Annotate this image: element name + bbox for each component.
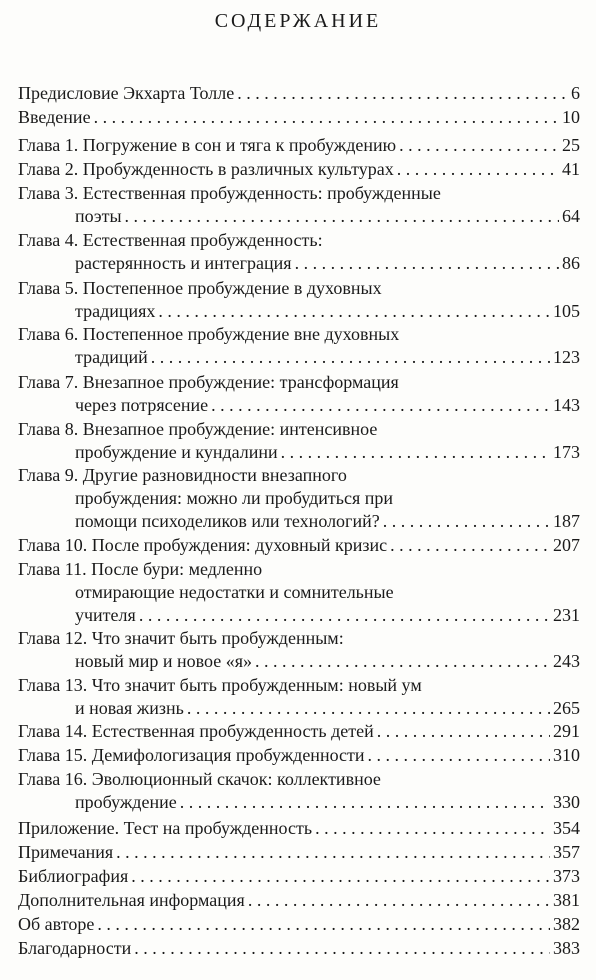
toc-entry-text: Глава 12. Что значит быть пробужденным: — [18, 628, 344, 648]
toc-entry — [18, 371, 580, 417]
toc-entry-text: Глава 3. Естественная пробужденность: пробужденные — [18, 183, 441, 203]
toc-entry-line — [18, 768, 580, 791]
toc-entry-line — [18, 346, 580, 369]
dot-leader — [134, 937, 550, 960]
toc-entry-text: растерянность и интеграция — [75, 253, 292, 273]
toc-entry-line — [18, 158, 580, 181]
dot-leader — [139, 604, 550, 627]
toc-entry-text: Приложение. Тест на пробужденность — [18, 818, 313, 838]
dot-leader — [237, 82, 568, 105]
toc-entry-line — [18, 464, 580, 487]
toc-entry — [18, 889, 580, 912]
dot-leader — [131, 865, 550, 888]
toc-page-number: 354 — [553, 818, 580, 838]
toc-entry-text: отмирающие недостатки и сомнительные — [75, 582, 394, 602]
toc-entry-line — [18, 674, 580, 697]
toc-entry-line — [18, 937, 580, 960]
toc-page-number: 383 — [553, 938, 580, 958]
dot-leader — [368, 744, 550, 767]
toc-page-number: 25 — [562, 135, 580, 155]
toc-entry — [18, 134, 580, 157]
toc-entry-line — [18, 841, 580, 864]
toc-entry-text: и новая жизнь — [75, 698, 184, 718]
dot-leader — [248, 889, 550, 912]
toc-page-number: 207 — [553, 535, 580, 555]
toc-entry-text: Глава 6. Постепенное пробуждение вне духовных — [18, 324, 400, 344]
toc-entry — [18, 720, 580, 743]
dot-leader — [399, 134, 559, 157]
toc-page-number: 291 — [553, 721, 580, 741]
toc-page-number: 187 — [553, 511, 580, 531]
toc-entry — [18, 937, 580, 960]
toc-entry-line — [18, 913, 580, 936]
toc-entry-text: пробуждения: можно ли пробудиться при — [75, 488, 393, 508]
toc-entry-line — [18, 300, 580, 323]
toc-entry — [18, 106, 580, 129]
toc-entry-line — [18, 371, 580, 394]
toc-entry-line — [18, 534, 580, 557]
toc-entry — [18, 744, 580, 767]
toc-page-number: 123 — [553, 347, 580, 367]
toc-entry-text: Глава 1. Погружение в сон и тяга к пробуждению — [18, 135, 397, 155]
toc-entry-line — [18, 581, 580, 604]
dot-leader — [397, 158, 559, 181]
toc-entry — [18, 534, 580, 557]
toc-entry-line — [18, 558, 580, 581]
toc-entry-text: пробуждение — [75, 792, 177, 812]
toc-entry-text: Глава 2. Пробужденность в различных культурах — [18, 159, 394, 179]
toc-entry — [18, 817, 580, 840]
toc-entry-text: Глава 4. Естественная пробужденность: — [18, 230, 323, 250]
toc-entry — [18, 182, 580, 228]
toc-entry-text: Глава 7. Внезапное пробуждение: трансформация — [18, 372, 399, 392]
toc-page-number: 231 — [553, 605, 580, 625]
toc-page-number: 10 — [562, 107, 580, 127]
dot-leader — [255, 650, 550, 673]
dot-leader — [116, 841, 550, 864]
toc-entry-text: Глава 16. Эволюционный скачок: коллективное — [18, 769, 381, 789]
toc-entry-text: Глава 10. После пробуждения: духовный кризис — [18, 535, 388, 555]
toc-page-number: 243 — [553, 651, 580, 671]
toc-entry-line — [18, 323, 580, 346]
toc-entry-text: Глава 8. Внезапное пробуждение: интенсивное — [18, 419, 378, 439]
dot-leader — [383, 510, 550, 533]
toc-entry-line — [18, 394, 580, 417]
dot-leader — [97, 913, 550, 936]
toc-entry-text: Глава 11. После бури: медленно — [18, 559, 263, 579]
toc-entry — [18, 323, 580, 369]
toc-entry-text: Глава 13. Что значит быть пробужденным: новый ум — [18, 675, 422, 695]
toc-entry-line — [18, 510, 580, 533]
dot-leader — [125, 205, 559, 228]
toc-entry-text: Об авторе — [18, 914, 95, 934]
toc-entry-text: Благодарности — [18, 938, 132, 958]
dot-leader — [295, 252, 559, 275]
page-title: СОДЕРЖАНИЕ — [214, 10, 382, 32]
toc-entry-text: Глава 15. Демифологизация пробужденности — [18, 745, 365, 765]
dot-leader — [187, 697, 550, 720]
toc-entry-text: Примечания — [18, 842, 114, 862]
toc-entry-line — [18, 627, 580, 650]
toc-entry — [18, 913, 580, 936]
toc-entry-line — [18, 650, 580, 673]
toc-page-number: 105 — [553, 301, 580, 321]
dot-leader — [390, 534, 550, 557]
toc-entry — [18, 158, 580, 181]
toc-entry-line — [18, 205, 580, 228]
dot-leader — [180, 791, 550, 814]
toc-page-number: 373 — [553, 866, 580, 886]
toc-page-number: 64 — [562, 206, 580, 226]
toc-entry-line — [18, 791, 580, 814]
toc-page-number: 357 — [553, 842, 580, 862]
toc-entry — [18, 768, 580, 814]
toc-page-number: 265 — [553, 698, 580, 718]
toc-entry-text: поэты — [75, 206, 122, 226]
toc-page-number: 143 — [553, 395, 580, 415]
dot-leader — [315, 817, 550, 840]
toc-entry-text: Дополнительная информация — [18, 890, 245, 910]
toc-entry-text: традициях — [75, 301, 156, 321]
toc-entry-text: новый мир и новое «я» — [75, 651, 253, 671]
toc-entry — [18, 82, 580, 105]
toc-entry — [18, 418, 580, 464]
toc-page-number: 173 — [553, 442, 580, 462]
toc-entry-line — [18, 418, 580, 441]
toc-entry — [18, 464, 580, 533]
toc-entry-text: пробуждение и кундалини — [75, 442, 278, 462]
dot-leader — [158, 300, 550, 323]
dot-leader — [377, 720, 550, 743]
toc-entry-text: Глава 5. Постепенное пробуждение в духовных — [18, 278, 382, 298]
toc-entry — [18, 841, 580, 864]
toc-entry — [18, 229, 580, 275]
toc-entry-text: помощи психоделиков или технологий? — [75, 511, 380, 531]
toc-page-number: 330 — [553, 792, 580, 812]
toc-page-number: 381 — [553, 890, 580, 910]
toc-entry-line — [18, 134, 580, 157]
toc-entry-line — [18, 487, 580, 510]
toc-entry-line — [18, 697, 580, 720]
toc-entry-line — [18, 229, 580, 252]
toc-entry-line — [18, 252, 580, 275]
toc-page-number: 382 — [553, 914, 580, 934]
toc-entry-line — [18, 817, 580, 840]
toc-entry-text: Глава 9. Другие разновидности внезапного — [18, 465, 347, 485]
toc-entry-line — [18, 865, 580, 888]
toc-entry-line — [18, 277, 580, 300]
toc-entry — [18, 627, 580, 673]
toc-entry-line — [18, 889, 580, 912]
toc-entry — [18, 865, 580, 888]
toc-entry-line — [18, 604, 580, 627]
toc-entry-line — [18, 744, 580, 767]
toc-entry-text: Глава 14. Естественная пробужденность детей — [18, 721, 374, 741]
toc-entry-line — [18, 82, 580, 105]
toc-entry-line — [18, 106, 580, 129]
toc-entry-text: Предисловие Экхарта Толле — [18, 83, 235, 103]
toc-entry-text: учителя — [75, 605, 136, 625]
toc-entry — [18, 558, 580, 627]
toc-entry-line — [18, 182, 580, 205]
toc-entry-line — [18, 441, 580, 464]
dot-leader — [211, 394, 550, 417]
toc-entry-text: через потрясение — [75, 395, 209, 415]
toc-entry — [18, 277, 580, 323]
toc-page-number: 6 — [571, 83, 580, 103]
dot-leader — [151, 346, 550, 369]
toc-page-number: 41 — [562, 159, 580, 179]
toc-entry-text: традиций — [75, 347, 148, 367]
toc-page-number: 86 — [562, 253, 580, 273]
toc-page-number: 310 — [553, 745, 580, 765]
dot-leader — [94, 106, 559, 129]
toc-entry — [18, 674, 580, 720]
toc-entry-line — [18, 720, 580, 743]
toc-entry-text: Библиография — [18, 866, 129, 886]
dot-leader — [281, 441, 550, 464]
toc-entry-text: Введение — [18, 107, 91, 127]
